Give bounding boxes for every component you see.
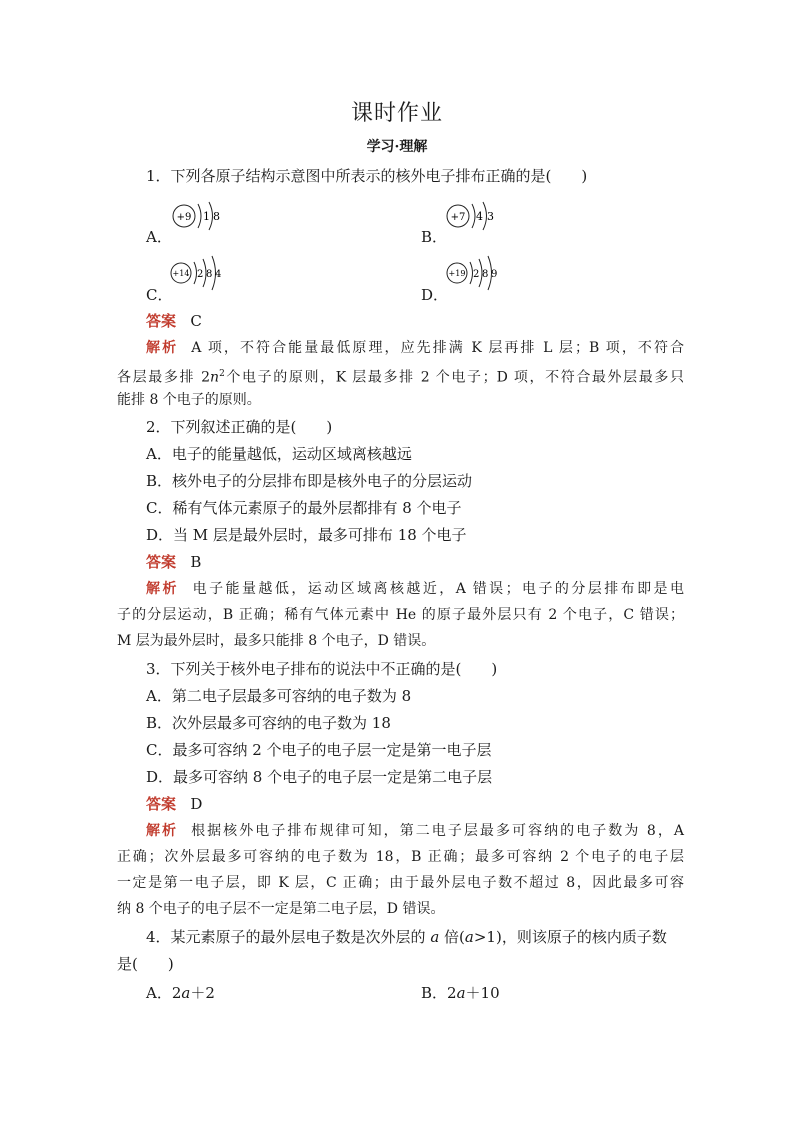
q1-expl-label: 解析 <box>146 340 179 356</box>
q2-expl-label: 解析 <box>146 581 179 597</box>
q4-option-b <box>421 983 500 1003</box>
q1-option-c-shell-2: 8 <box>206 269 213 280</box>
q1-option-c-diagram <box>168 254 232 294</box>
q1-option-a-shell-1: 1 <box>203 210 210 223</box>
q1-option-d-shell-3: 9 <box>491 269 498 280</box>
q2-answer <box>146 552 201 572</box>
q3-option-b: B．次外层最多可容纳的电子数为 18 <box>146 714 391 732</box>
q1-explanation-line-2 <box>117 364 684 388</box>
q4-stem-text-2: 倍( <box>439 928 465 946</box>
q3-option-c: C．最多可容纳 2 个电子的电子层一定是第一电子层 <box>146 741 492 759</box>
q4-option-b-var: a <box>456 984 466 1002</box>
q1-explanation-line-3: 能排 8 个电子的原则。 <box>117 392 261 408</box>
q1-answer <box>146 311 202 331</box>
q3-explanation-line-4: 纳 8 个电子的电子层不一定是第二电子层，D 错误。 <box>117 901 445 917</box>
q4-option-b-label: B． <box>421 984 448 1002</box>
q1-expl-sup: 2 <box>219 369 225 379</box>
q3-expl-text-1: 根据核外电子排布规律可知，第二电子层最多可容纳的电子数为 8，A <box>191 823 684 839</box>
q4-stem-var-a-2: a <box>464 928 474 946</box>
q1-option-a-label: A． <box>146 228 172 246</box>
q1-option-c-shell-3: 4 <box>215 269 222 280</box>
q3-answer-label: 答案 <box>146 795 177 813</box>
q4-option-a-coef: 2 <box>171 984 182 1002</box>
q1-option-d-shell-1: 2 <box>473 269 480 280</box>
q1-expl-var-n: n <box>210 369 220 386</box>
q1-expl-text-2a: 各层最多排 2 <box>117 369 211 386</box>
q1-option-a-nucleus: +9 <box>176 212 192 223</box>
q1-option-c-shell-1: 2 <box>197 269 204 280</box>
q4-option-a <box>146 983 215 1003</box>
q3-answer <box>146 794 202 814</box>
q3-expl-label: 解析 <box>146 823 179 839</box>
q2-stem: 2．下列叙述正确的是( ) <box>146 418 333 436</box>
q4-option-a-label: A． <box>146 984 172 1002</box>
q1-stem: 1．下列各原子结构示意图中所表示的核外电子排布正确的是( ) <box>146 167 588 185</box>
q3-explanation-line-1 <box>146 821 684 841</box>
q2-option-b: B．核外电子的分层排布即是核外电子的分层运动 <box>146 472 473 490</box>
q1-option-a-diagram <box>170 198 230 234</box>
q1-expl-text-1: A 项，不符合能量最低原理，应先排满 K 层再排 L 层；B 项，不符合 <box>191 340 685 356</box>
q3-option-a: A．第二电子层最多可容纳的电子数为 8 <box>146 687 412 705</box>
q2-option-c: C．稀有气体元素原子的最外层都排有 8 个电子 <box>146 499 462 517</box>
q2-explanation-line-1 <box>146 579 684 599</box>
q4-option-a-var: a <box>181 984 191 1002</box>
q2-answer-label: 答案 <box>146 553 177 571</box>
q4-stem-var-a-1: a <box>430 928 440 946</box>
q1-option-b-diagram <box>444 198 504 234</box>
q1-option-b-nucleus: +7 <box>450 212 466 223</box>
q3-option-d: D．最多可容纳 8 个电子的电子层一定是第二电子层 <box>146 768 493 786</box>
q4-stem-line-2: 是( ) <box>117 955 174 973</box>
q1-option-c-nucleus: +14 <box>172 269 190 278</box>
q1-option-b-shell-2: 3 <box>487 210 494 223</box>
page-title: 课时作业 <box>350 101 443 126</box>
q3-answer-value: D <box>190 795 203 813</box>
q4-stem-line-1 <box>146 927 667 947</box>
q1-option-c-label: C． <box>146 286 173 304</box>
q1-option-d-diagram <box>444 254 508 294</box>
q3-explanation-line-3: 一定是第一电子层，即 K 层，C 正确；由于最外层电子数不超过 8，因此最多可容 <box>117 875 684 891</box>
q4-option-b-coef: 2 <box>447 984 457 1002</box>
q1-option-b-label: B． <box>421 228 448 246</box>
q2-expl-text-1: 电子能量越低，运动区域离核越近，A 错误；电子的分层排布即是电 <box>192 581 685 597</box>
q1-option-d-label: D． <box>421 286 449 304</box>
q1-option-d-shell-2: 8 <box>482 269 489 280</box>
q1-option-b-shell-1: 4 <box>476 210 483 223</box>
q3-stem: 3．下列关于核外电子排布的说法中不正确的是( ) <box>146 660 498 678</box>
q4-stem-text-1: 4．某元素原子的最外层电子数是次外层的 <box>146 928 431 946</box>
q4-option-b-rest: ＋10 <box>465 984 500 1002</box>
q2-explanation-line-3: M 层为最外层时，最多只能排 8 个电子，D 错误。 <box>117 633 436 649</box>
q2-answer-value: B <box>190 553 202 571</box>
section-heading: 学习·理解 <box>366 139 428 155</box>
q2-option-d: D．当 M 层是最外层时，最多可排布 18 个电子 <box>146 526 467 544</box>
q4-option-a-rest: ＋2 <box>190 984 215 1002</box>
q1-expl-text-2b: 个电子的原则，K 层最多排 2 个电子；D 项，不符合最外层最多只 <box>224 369 685 386</box>
q1-explanation-line-1 <box>146 338 684 358</box>
q1-answer-value: C <box>190 312 202 330</box>
q4-stem-text-3: >1)，则该原子的核内质子数 <box>473 928 667 946</box>
q1-answer-label: 答案 <box>146 312 177 330</box>
q2-option-a: A．电子的能量越低，运动区域离核越远 <box>146 445 412 463</box>
q3-explanation-line-2: 正确；次外层最多可容纳的电子数为 18，B 正确；最多可容纳 2 个电子的电子层 <box>117 849 684 865</box>
q2-explanation-line-2: 子的分层运动，B 正确；稀有气体元素中 He 的原子最外层只有 2 个电子，C 错误； <box>117 607 684 623</box>
q1-option-a-shell-2: 8 <box>213 210 220 223</box>
q1-option-d-nucleus: +19 <box>448 269 466 278</box>
